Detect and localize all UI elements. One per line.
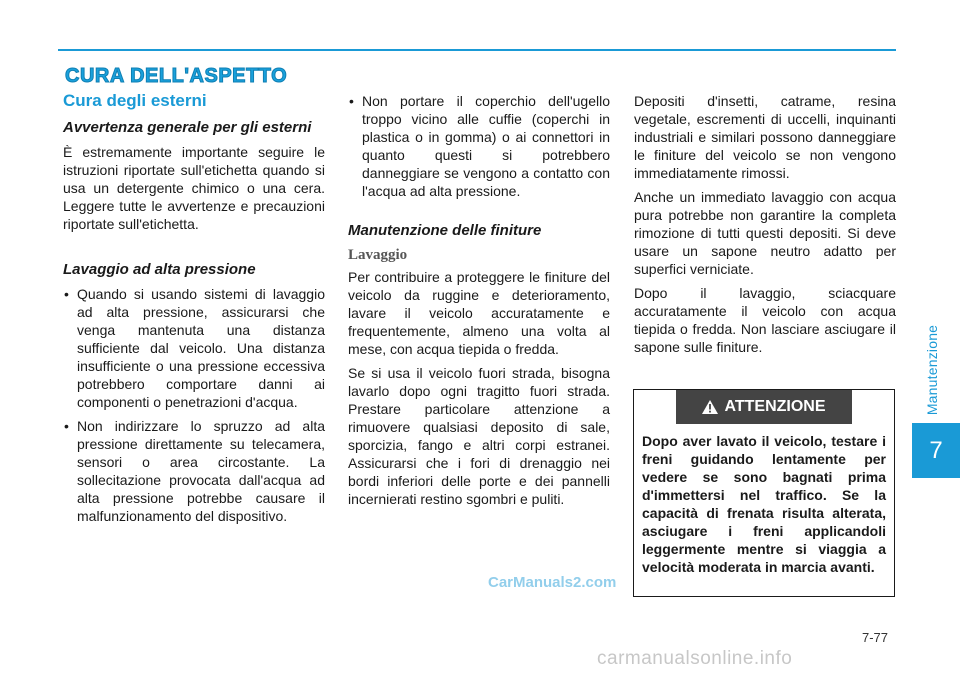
subheading-general-warning: Avvertenza generale per gli esterni [63, 119, 312, 136]
bullet-item: • Non portare il coperchio dell'ugello troppo vicino alle cuffie (coperchi in plastica o in gomma) o ai connettori in quanto questi si potrebbero danneggiare se vengono a contatto con l'acqua ad alta pressione. [348, 92, 610, 200]
watermark-link[interactable]: CarManuals2.com [488, 574, 617, 591]
warning-header [676, 390, 852, 424]
bullet-list [348, 92, 610, 200]
subheading-washing: Lavaggio [348, 247, 408, 263]
heading-exterior-care: Cura degli esterni [63, 91, 207, 110]
side-chapter-label [922, 320, 942, 420]
warning-title: ATTENZIONE [724, 398, 826, 415]
section-title: CURA DELL'ASPETTO [65, 65, 288, 87]
bullet-list [63, 285, 325, 525]
paragraph: Per contribuire a proteggere le finiture del veicolo da ruggine e deterioramento, lavare il veicolo accuratamente e frequentemente, almeno una volta al mese, con acqua tiepida o fredda. [348, 269, 610, 357]
subheading-finish-maintenance: Manutenzione delle finiture [348, 222, 542, 239]
warning-triangle-icon [702, 400, 718, 414]
column-3 [634, 92, 896, 362]
footer-watermark: carmanualsonline.info [597, 648, 793, 669]
warning-text: Dopo aver lavato il veicolo, testare i freni guidando lentamente per vedere se sono bagnati prima d'immettersi nel traffico. Se la capacità di frenata risulta alterata, asciugare i freni applicandoli leggermente mentre si viaggia a velocità moderata in marcia avanti. [642, 433, 886, 575]
header-rule [58, 49, 896, 51]
subheading-high-pressure: Lavaggio ad alta pressione [63, 261, 256, 278]
page-number: 7-77 [862, 630, 889, 645]
paragraph: Anche un immediato lavaggio con acqua pura potrebbe non garantire la completa rimozione di tutti questi depositi. Si deve usare un sapone neutro adatto per superfici verniciate. [634, 189, 896, 277]
paragraph: Depositi d'insetti, catrame, resina vegetale, escrementi di uccelli, inquinanti industriali e similari possono danneggiare le finiture del veicolo se non vengono immediatamente rimossi. [634, 93, 896, 181]
paragraph: Se si usa il veicolo fuori strada, bisogna lavarlo dopo ogni tragitto fuori strada. Prestare particolare attenzione a rimuovere qualsiasi deposito di sale, sporcizia, fango e altri corpi estranei. Assicurarsi che i fori di drenaggio nei bordi inferiori delle porte e dei pannelli incernierati restino sgombri e puliti. [348, 365, 610, 507]
column-1 [63, 92, 325, 531]
paragraph: Dopo il lavaggio, sciacquare accuratamente il veicolo con acqua tiepida o fredda. Non lasciare asciugare il sapone sulle finiture. [634, 285, 896, 355]
bullet-item: • Non indirizzare lo spruzzo ad alta pressione direttamente su telecamera, sensori o area circostante. La sollecitazione provocata dall'acqua ad alta pressione potrebbe causare il malfunzionamento del dispositivo. [63, 417, 325, 525]
bullet-item: • Quando si usando sistemi di lavaggio ad alta pressione, assicurarsi che venga mantenuta una distanza sufficiente dal veicolo. Una distanza insufficiente o una pressione eccessiva potrebbero comportare danni ai componenti o penetrazioni d'acqua. [63, 285, 325, 411]
column-2 [348, 92, 610, 514]
paragraph: È estremamente importante seguire le istruzioni riportate sull'etichetta quando si usa un detergente chimico o una cera. Leggere tutte le avvertenze e precauzioni riportate sull'etichetta. [63, 144, 325, 232]
warning-box [633, 389, 895, 597]
chapter-tab: 7 [912, 423, 960, 478]
side-label-text: Manutenzione [924, 324, 941, 416]
